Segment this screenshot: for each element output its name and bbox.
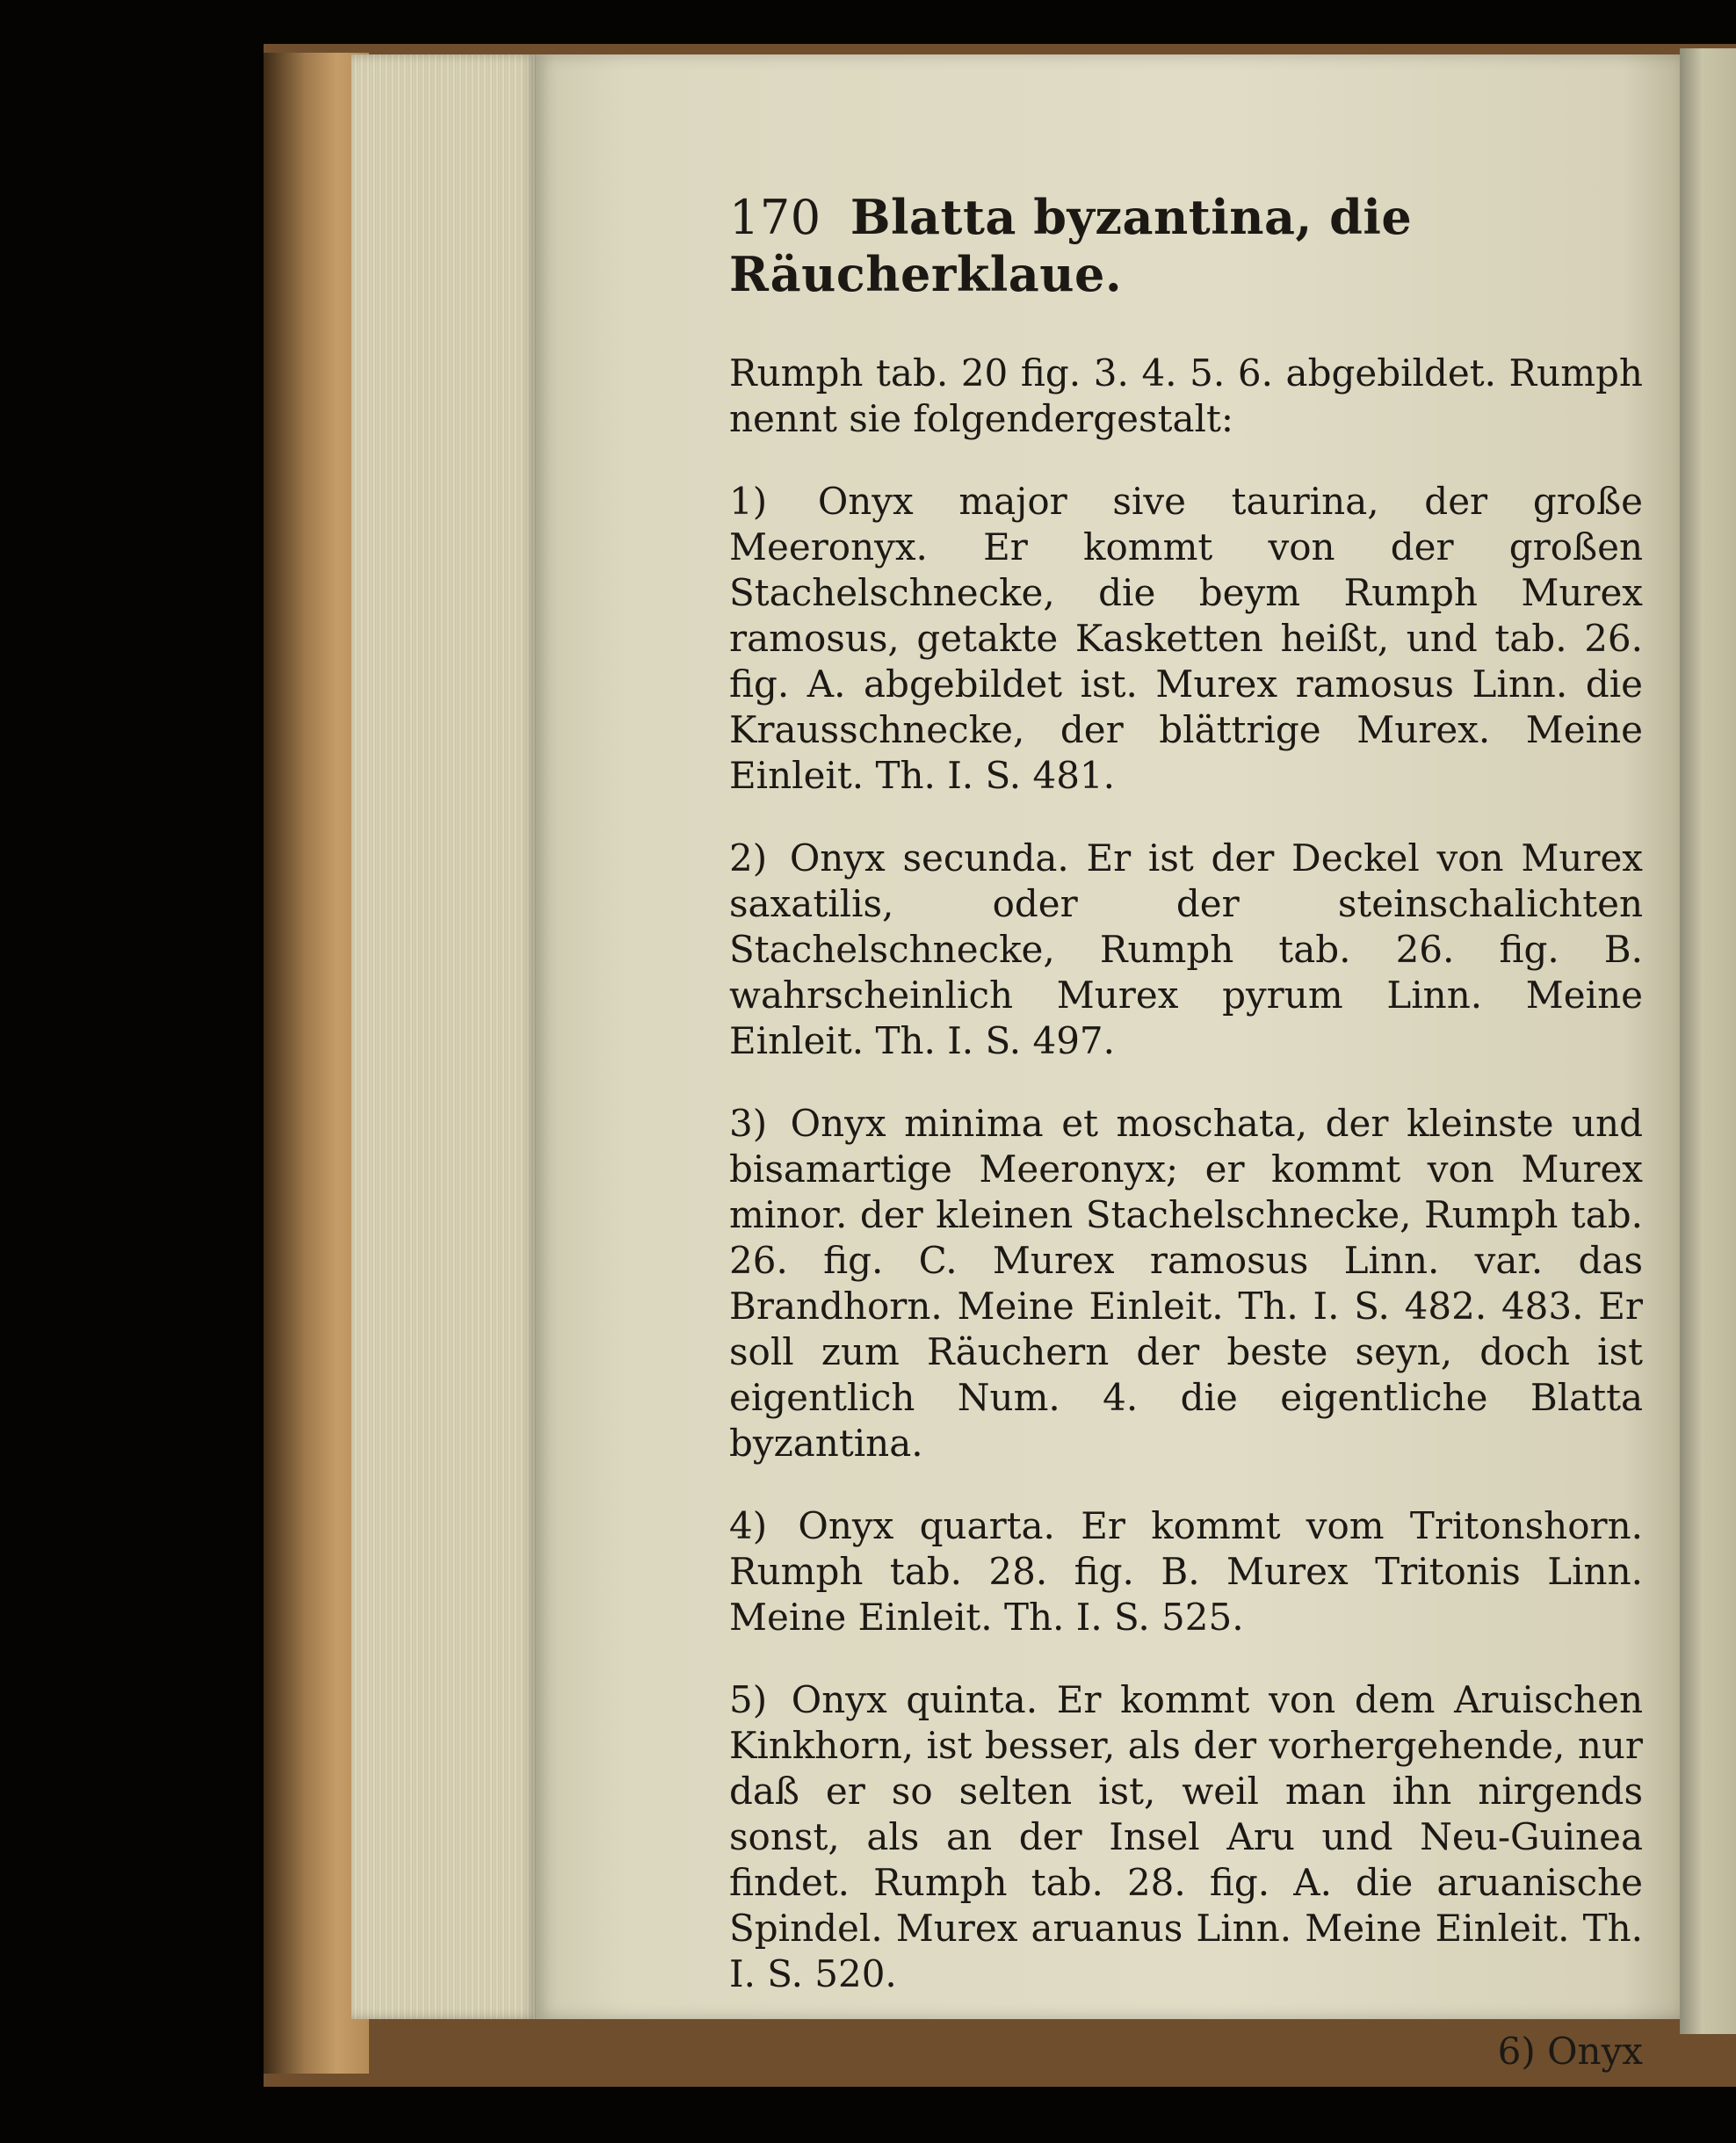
page-stack-edge: [351, 54, 536, 2019]
entry-text: Onyx secunda. Er ist der Deckel von Murex saxatilis, oder der steinschalichten Stachelschnecke, Rumph tab. 26. fig. B. wahrscheinlich Murex pyrum Linn. Meine Einleit. Th. I. S. 497.: [729, 836, 1643, 1062]
entry-number: 1): [729, 480, 768, 523]
running-title: Blatta byzantina, die Räucherklaue.: [729, 189, 1413, 302]
catchword: 6) Onyx: [1497, 2030, 1643, 2073]
entry-text: Onyx major sive taurina, der große Meeronyx. Er kommt von der großen Stachelschnecke, die beym Rumph Murex ramosus, getakte Kasketten heißt, und tab. 26. fig. A. abgebildet ist. Murex ramosus Linn. die Krausschnecke, der blättrige Murex. Meine Einleit. Th. I. S. 481.: [729, 480, 1643, 797]
running-header: [729, 189, 1643, 302]
entry-text: Onyx quarta. Er kommt vom Tritonshorn. Rumph tab. 28. fig. B. Murex Tritonis Linn. Meine Einleit. Th. I. S. 525.: [729, 1504, 1643, 1639]
list-item: [729, 479, 1643, 799]
entry-number: 2): [729, 836, 768, 880]
entry-number: 5): [729, 1678, 768, 1721]
entry-number: 4): [729, 1504, 768, 1547]
page-text: [729, 189, 1643, 2074]
facing-page-edge: [1680, 48, 1736, 2034]
list-item: [729, 1101, 1643, 1466]
list-item: [729, 1677, 1643, 1997]
entry-number: 3): [729, 1102, 768, 1145]
entry-text: Onyx quinta. Er kommt von dem Aruischen Kinkhorn, ist besser, als der vorhergehende, nur daß er so selten ist, weil man ihn nirgends sonst, als an der Insel Aru und Neu-Guinea findet. Rumph tab. 28. fig. A. die aruanische Spindel. Murex aruanus Linn. Meine Einleit. Th. I. S. 520.: [729, 1678, 1643, 1995]
page-number: 170: [729, 190, 821, 245]
list-item: [729, 1503, 1643, 1640]
entry-text: Onyx minima et moschata, der kleinste und bisamartige Meeronyx; er kommt von Murex minor. der kleinen Stachelschnecke, Rumph tab. 26. fig. C. Murex ramosus Linn. var. das Brandhorn. Meine Einleit. Th. I. S. 482. 483. Er soll zum Räuchern der beste seyn, doch ist eigentlich Num. 4. die eigentliche Blatta byzantina.: [729, 1102, 1643, 1465]
list-item: [729, 836, 1643, 1064]
intro-paragraph: Rumph tab. 20 fig. 3. 4. 5. 6. abgebildet. Rumph nennt sie folgendergestalt:: [729, 351, 1643, 440]
